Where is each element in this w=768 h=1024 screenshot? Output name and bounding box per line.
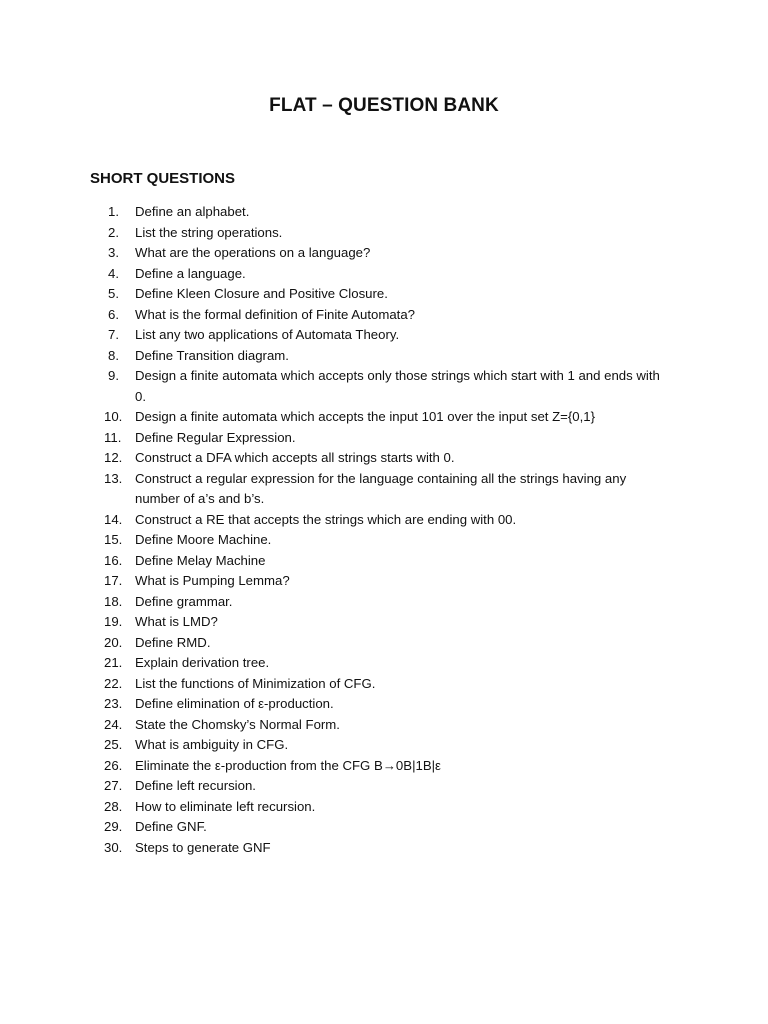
question-number: 12.: [104, 450, 123, 465]
question-item: [108, 243, 668, 264]
question-number: 3.: [108, 245, 119, 260]
question-item: [104, 735, 668, 756]
question-item: [104, 407, 668, 428]
question-item: [104, 551, 668, 572]
question-text: Define left recursion.: [135, 778, 256, 793]
question-item: [104, 715, 668, 736]
question-text: List the string operations.: [135, 224, 283, 240]
question-item: [104, 469, 668, 510]
question-item: [108, 284, 668, 305]
question-number: 24.: [104, 716, 123, 732]
question-text: Construct a DFA which accepts all strings starts with 0.: [135, 450, 455, 465]
question-item: [104, 817, 668, 838]
question-number: 25.: [104, 737, 123, 752]
question-number: 4.: [108, 265, 119, 281]
question-item: [104, 612, 668, 633]
question-text: Design a finite automata which accepts only those strings which start with 1 and ends with 0.: [135, 368, 660, 404]
question-item: [104, 428, 668, 449]
question-text: Define Melay Machine: [135, 552, 266, 568]
question-text: What are the operations on a language?: [135, 245, 371, 260]
question-item: [104, 674, 668, 695]
question-text: Steps to generate GNF: [135, 839, 271, 855]
question-text: What is Pumping Lemma?: [135, 573, 290, 588]
question-item: [104, 571, 668, 592]
question-number: 23.: [104, 696, 123, 711]
question-text: Define Moore Machine.: [135, 532, 272, 547]
question-text: Define Kleen Closure and Positive Closure.: [135, 286, 388, 301]
question-number: 14.: [104, 511, 123, 527]
question-text: List any two applications of Automata Theory.: [135, 327, 400, 342]
question-number: 22.: [104, 675, 123, 691]
question-number: 16.: [104, 552, 123, 568]
question-text: Define a language.: [135, 265, 246, 281]
question-item: [108, 223, 668, 244]
question-number: 17.: [104, 573, 123, 588]
question-item: [108, 305, 668, 326]
question-number: 26.: [104, 757, 123, 773]
question-item: [104, 653, 668, 674]
question-number: 27.: [104, 778, 123, 793]
question-item: [108, 366, 668, 407]
question-text: Define Regular Expression.: [135, 429, 296, 445]
question-number: 30.: [104, 839, 123, 855]
question-item: [104, 633, 668, 654]
question-number: 2.: [108, 224, 119, 240]
question-text: What is the formal definition of Finite Automata?: [135, 306, 416, 322]
question-list: [104, 202, 668, 858]
question-number: 11.: [104, 429, 122, 445]
question-text: Construct a regular expression for the language containing all the strings having any number of a’s and b’s.: [135, 470, 627, 506]
question-text: State the Chomsky’s Normal Form.: [135, 716, 340, 732]
question-text: Define GNF.: [135, 819, 207, 834]
question-item: [104, 776, 668, 797]
question-number: 10.: [104, 409, 123, 424]
question-text: What is LMD?: [135, 614, 218, 629]
question-text: Define elimination of ε-production.: [135, 696, 334, 711]
question-text: How to eliminate left recursion.: [135, 798, 316, 814]
question-item: [108, 325, 668, 346]
question-number: 21.: [104, 655, 123, 670]
question-number: 8.: [108, 347, 119, 363]
question-text: Eliminate the ε-production from the CFG B→0B|1B|ε: [135, 757, 441, 773]
question-number: 7.: [108, 327, 119, 342]
question-number: 5.: [108, 286, 119, 301]
page-title: FLAT – QUESTION BANK: [269, 95, 499, 116]
question-item: [108, 346, 668, 367]
question-item: [104, 838, 668, 859]
question-text: Design a finite automata which accepts the input 101 over the input set Z={0,1}: [135, 409, 596, 424]
question-number: 29.: [104, 819, 123, 834]
question-number: 1.: [108, 204, 119, 219]
question-text: Define RMD.: [135, 634, 211, 650]
question-text: Define Transition diagram.: [135, 347, 289, 363]
question-text: Define grammar.: [135, 593, 233, 609]
question-item: [104, 510, 668, 531]
question-text: Construct a RE that accepts the strings which are ending with 00.: [135, 511, 517, 527]
question-number: 13.: [104, 470, 123, 486]
question-item: [104, 530, 668, 551]
question-number: 20.: [104, 634, 123, 650]
question-number: 15.: [104, 532, 123, 547]
question-item: [104, 694, 668, 715]
question-number: 6.: [108, 306, 119, 322]
question-number: 9.: [108, 368, 119, 383]
question-text: Define an alphabet.: [135, 204, 250, 219]
question-number: 18.: [104, 593, 123, 609]
question-text: What is ambiguity in CFG.: [135, 737, 289, 752]
question-text: List the functions of Minimization of CFG.: [135, 675, 376, 691]
question-item: [104, 797, 668, 818]
question-item: [108, 264, 668, 285]
question-item: [108, 202, 668, 223]
section-heading: SHORT QUESTIONS: [90, 170, 236, 187]
question-item: [104, 592, 668, 613]
question-text: Explain derivation tree.: [135, 655, 270, 670]
question-item: [104, 448, 668, 469]
question-item: [104, 756, 668, 777]
question-number: 19.: [104, 614, 123, 629]
question-number: 28.: [104, 798, 123, 814]
